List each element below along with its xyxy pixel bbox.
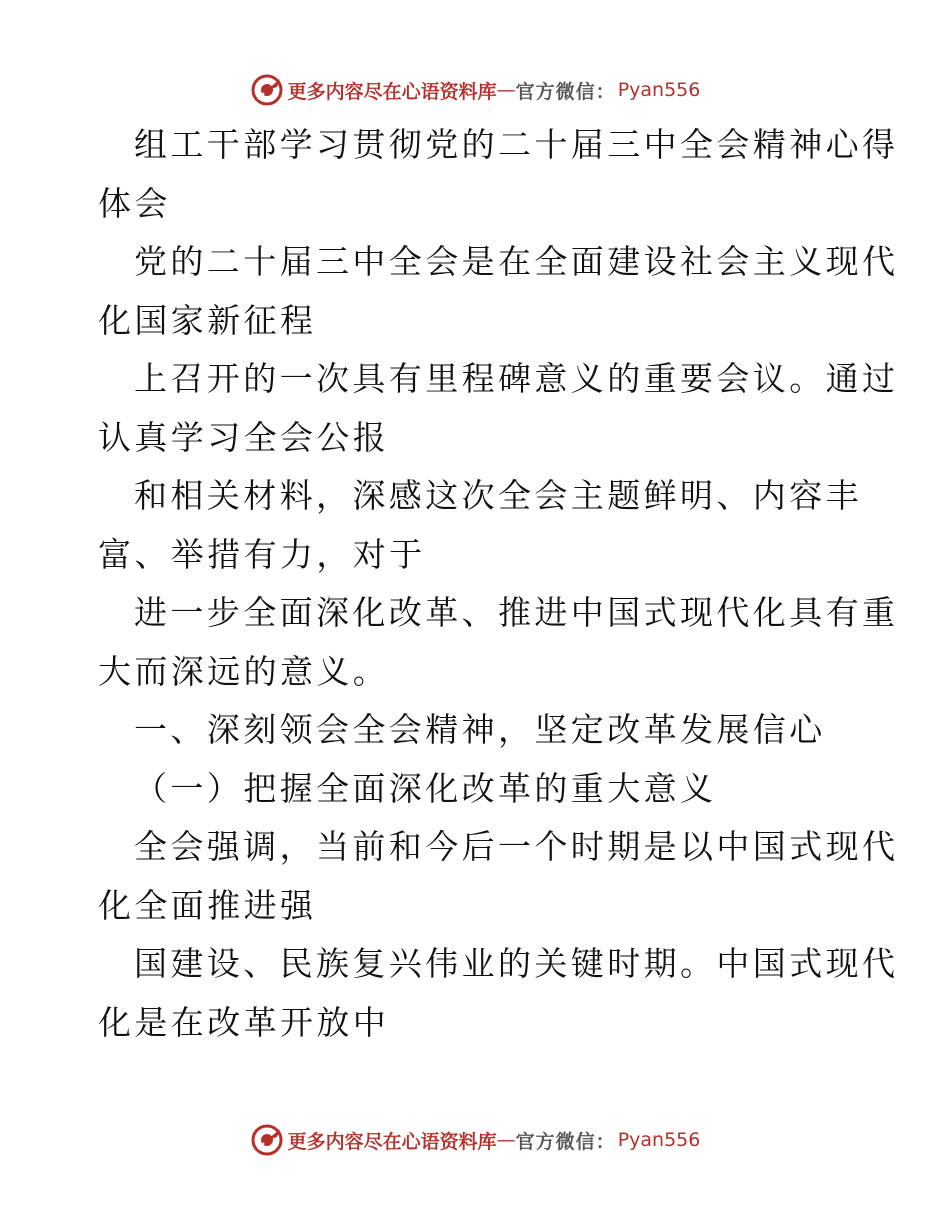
watermark-separator: — — [496, 79, 516, 101]
pen-nib-logo-icon — [250, 1123, 284, 1157]
paragraph-line: 党的二十届三中全会是在全面建设社会主义现代 — [134, 242, 899, 281]
paragraph-title — [98, 116, 899, 233]
watermark-site-text: 更多内容尽在心语资料库 — [287, 1130, 497, 1153]
paragraph-line: 认真学习全会公报 — [98, 417, 390, 457]
watermark-separator: — — [496, 1129, 516, 1151]
paragraph — [98, 233, 899, 350]
watermark-site-text: 更多内容尽在心语资料库 — [287, 80, 497, 103]
subsection-heading-text: （一）把握全面深化改革的重大意义 — [134, 768, 717, 808]
paragraph-line: 上召开的一次具有里程碑意义的重要会议。通过 — [134, 359, 899, 398]
header-watermark — [0, 72, 950, 108]
paragraph — [98, 935, 899, 1052]
section-heading-text: 一、深刻领会全会精神，坚定改革发展信心 — [134, 710, 826, 749]
paragraph-line: 化是在改革开放中 — [98, 1002, 390, 1042]
paragraph-line: 富、举措有力，对于 — [98, 534, 426, 574]
paragraph-line: 体会 — [98, 183, 171, 223]
document-body — [98, 116, 899, 1052]
paragraph-line: 组工干部学习贯彻党的二十届三中全会精神心得 — [134, 125, 899, 164]
paragraph-line: 化国家新征程 — [98, 300, 317, 340]
subsection-heading — [98, 760, 858, 819]
footer-watermark — [0, 1122, 950, 1158]
section-heading — [98, 701, 858, 760]
paragraph-line: 大而深远的意义。 — [98, 651, 390, 691]
paragraph — [98, 350, 899, 467]
paragraph-line: 国建设、民族复兴伟业的关键时期。中国式现代 — [134, 944, 899, 983]
watermark-wechat-id: Pyan556 — [617, 79, 701, 101]
watermark-wechat-label: 官方微信： — [515, 1130, 616, 1153]
paragraph — [98, 584, 899, 701]
pen-nib-logo-icon — [250, 73, 284, 107]
paragraph-line: 化全面推进强 — [98, 885, 317, 925]
paragraph — [98, 818, 899, 935]
paragraph-line: 进一步全面深化改革、推进中国式现代化具有重 — [134, 593, 899, 632]
paragraph-line: 和相关材料，深感这次全会主题鲜明、内容丰 — [134, 476, 862, 515]
paragraph-line: 全会强调，当前和今后一个时期是以中国式现代 — [134, 827, 899, 866]
watermark-wechat-id: Pyan556 — [617, 1129, 701, 1151]
watermark-wechat-label: 官方微信： — [515, 80, 616, 103]
paragraph — [98, 467, 862, 584]
